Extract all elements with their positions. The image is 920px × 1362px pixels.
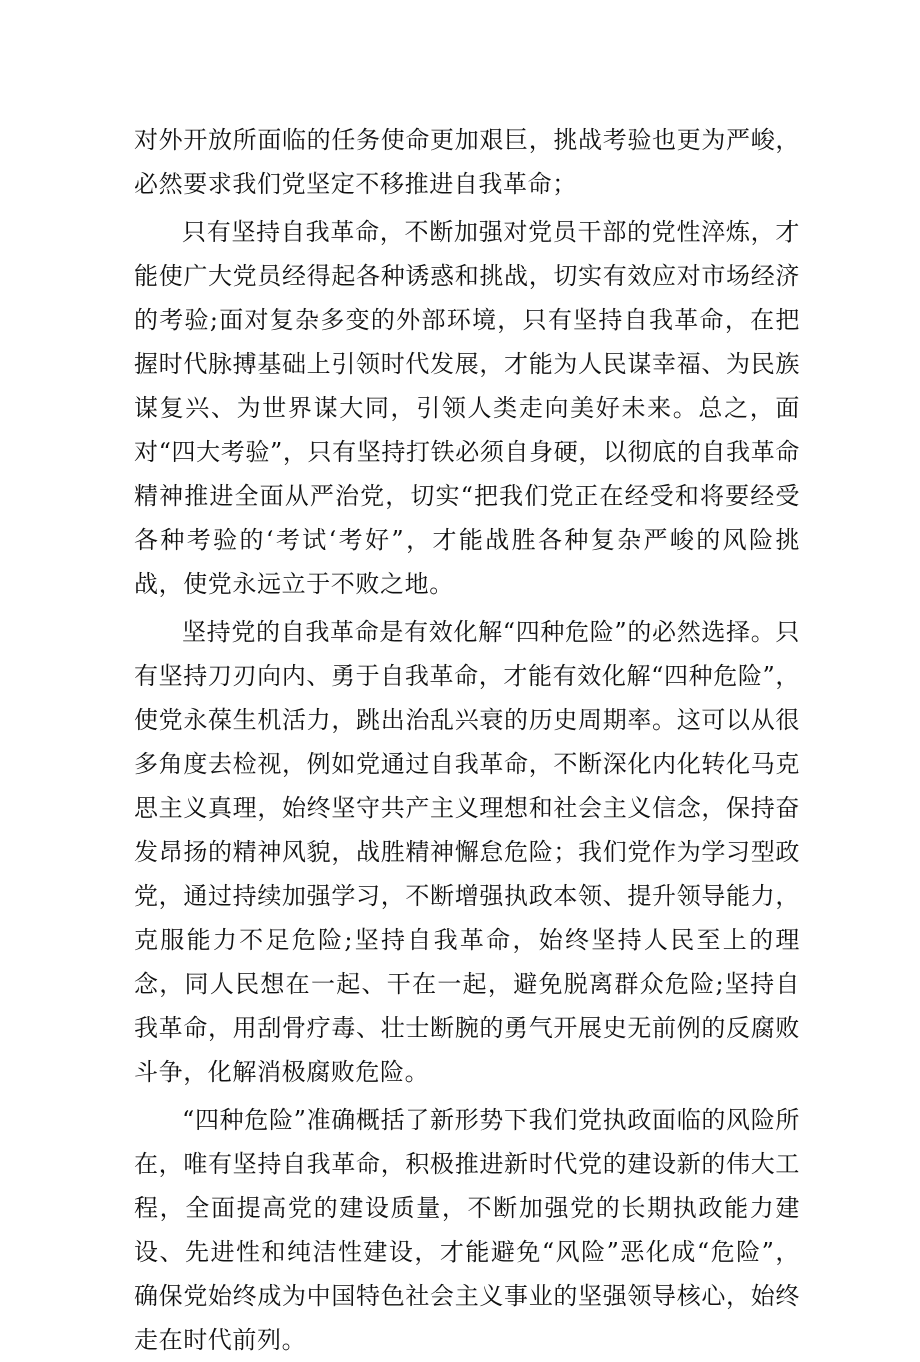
paragraph-4: “四种危险”准确概括了新形势下我们党执政面临的风险所在，唯有坚持自我革命，积极推进新时代党的建设新的伟大工程，全面提高党的建设质量，不断加强党的长期执政能力建设、先进性和纯洁性建设，才能避免“风险”恶化成“危险”，确保党始终成为中国特色社会主义事业的坚强领导核心，始终走在时代前列。 — [134, 1106, 800, 1354]
paragraph-2: 只有坚持自我革命，不断加强对党员干部的党性淬炼，才能使广大党员经得起各种诱惑和挑战，切实有效应对市场经济的考验;面对复杂多变的外部环境，只有坚持自我革命，在把握时代脉搏基础上引领时代发展，才能为人民谋幸福、为民族谋复兴、为世界谋大同，引领人类走向美好未来。总之，面对“四大考验”，只有坚持打铁必须自身硬，以彻底的自我革命精神推进全面从严治党，切实“把我们党正在经受和将要经受各种考验的‘考试‘考好”，才能战胜各种复杂严峻的风险挑战，使党永远立于不败之地。 — [134, 218, 800, 598]
paragraph-1: 对外开放所面临的任务使命更加艰巨，挑战考验也更为严峻，必然要求我们党坚定不移推进自我革命； — [134, 126, 800, 198]
document-body — [134, 118, 800, 1362]
paragraph-3: 坚持党的自我革命是有效化解“四种危险”的必然选择。只有坚持刀刃向内、勇于自我革命，才能有效化解“四种危险”，使党永葆生机活力，跳出治乱兴衰的历史周期率。这可以从很多角度去检视，例如党通过自我革命，不断深化内化转化马克思主义真理，始终坚守共产主义理想和社会主义信念，保持奋发昂扬的精神风貌，战胜精神懈怠危险；我们党作为学习型政党，通过持续加强学习，不断增强执政本领、提升领导能力，克服能力不足危险;坚持自我革命，始终坚持人民至上的理念，同人民想在一起、干在一起，避免脱离群众危险;坚持自我革命，用刮骨疗毒、壮士断腕的勇气开展史无前例的反腐败斗争，化解消极腐败危险。 — [134, 618, 800, 1086]
